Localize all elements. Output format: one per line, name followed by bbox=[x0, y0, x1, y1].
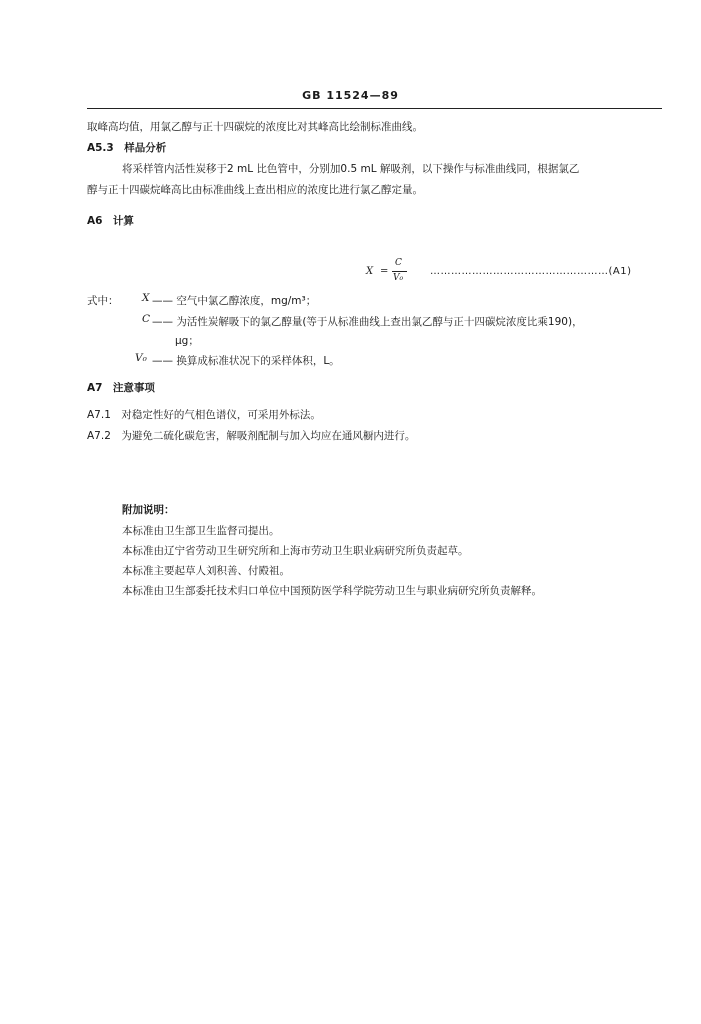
header-rule bbox=[87, 108, 662, 109]
definition-v0: —— 换算成标准状况下的采样体积，L。 bbox=[152, 355, 340, 367]
section-heading-a7: A7 注意事项 bbox=[87, 382, 155, 394]
fraction-bar bbox=[392, 271, 407, 272]
appendix-line: 本标准由辽宁省劳动卫生研究所和上海市劳动卫生职业病研究所负责起草。 bbox=[122, 545, 469, 557]
symbol-v0: V₀ bbox=[135, 352, 147, 364]
formula-lhs: X bbox=[366, 266, 374, 277]
symbol-x: X bbox=[142, 292, 150, 304]
symbol-c: C bbox=[142, 313, 151, 325]
definition-c-unit: μg； bbox=[175, 335, 199, 347]
text-line: 取峰高均值，用氯乙醇与正十四碳烷的浓度比对其峰高比绘制标准曲线。 bbox=[87, 121, 423, 133]
section-heading-a5-3: A5.3 样品分析 bbox=[87, 142, 167, 154]
text-line: 醇与正十四碳烷峰高比由标准曲线上查出相应的浓度比进行氯乙醇定量。 bbox=[87, 184, 423, 196]
where-prefix: 式中： bbox=[87, 295, 119, 307]
note-a7-1: A7.1 对稳定性好的气相色谱仪，可采用外标法。 bbox=[87, 409, 321, 421]
formula-numerator: C bbox=[395, 258, 402, 268]
formula-denominator: V₀ bbox=[393, 273, 404, 283]
appendix-title: 附加说明： bbox=[122, 504, 175, 516]
appendix-line: 本标准由卫生部卫生监督司提出。 bbox=[122, 525, 280, 537]
section-heading-a6: A6 计算 bbox=[87, 215, 134, 227]
standard-code-header: GB 11524—89 bbox=[302, 89, 399, 102]
appendix-line: 本标准由卫生部委托技术归口单位中国预防医学科学院劳动卫生与职业病研究所负责解释。 bbox=[122, 585, 542, 597]
appendix-line: 本标准主要起草人刘积善、付殿祖。 bbox=[122, 565, 290, 577]
formula-equals: = bbox=[380, 266, 389, 277]
definition-c: —— 为活性炭解吸下的氯乙醇量(等于从标准曲线上查出氯乙醇与正十四碳烷浓度比乘190)， bbox=[152, 316, 583, 328]
note-a7-2: A7.2 为避免二硫化碳危害，解吸剂配制与加入均应在通风橱内进行。 bbox=[87, 430, 416, 442]
definition-x: —— 空气中氯乙醇浓度，mg/m³； bbox=[152, 295, 317, 307]
formula-number: ……………………………………………(A1) bbox=[430, 266, 632, 277]
text-line: 将采样管内活性炭移于2 mL 比色管中，分别加0.5 mL 解吸剂，以下操作与标准曲线同，根据氯乙 bbox=[122, 163, 580, 175]
